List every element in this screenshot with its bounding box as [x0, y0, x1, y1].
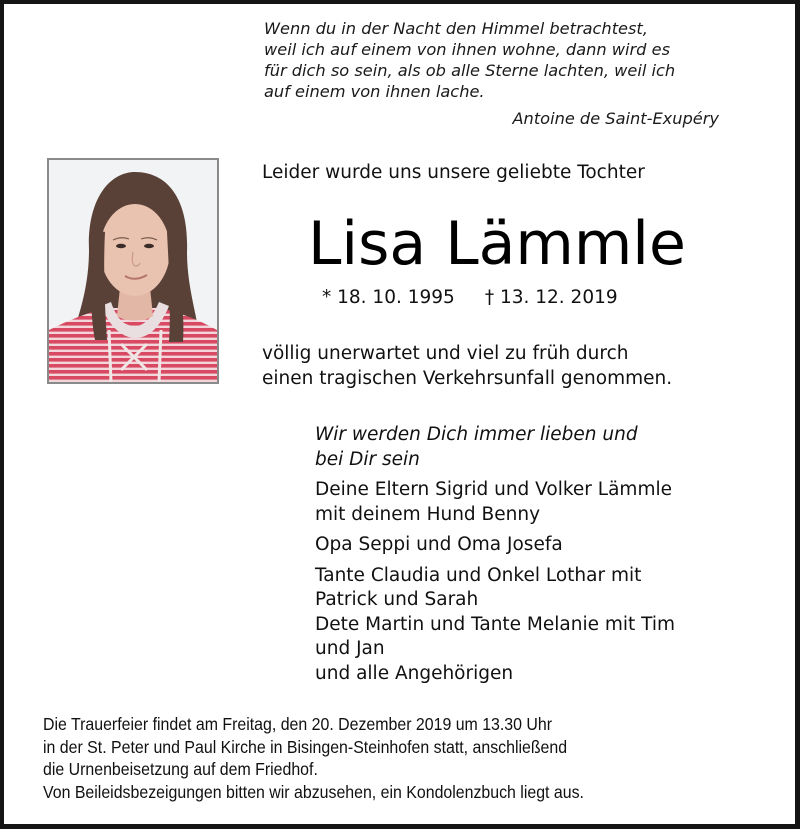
- mourner-group-relatives: [315, 564, 675, 687]
- notice-line: die Urnenbeisetzung auf dem Friedhof.: [43, 759, 318, 779]
- mourner-line: mit deinem Hund Benny: [315, 503, 541, 525]
- birth-date: * 18. 10. 1995: [322, 287, 455, 308]
- circumstance-line: völlig unerwartet und viel zu früh durch: [262, 343, 629, 364]
- quote-author: Antoine de Saint-Exupéry: [512, 109, 719, 128]
- funeral-notice: [43, 713, 584, 803]
- quote-line: Wenn du in der Nacht den Himmel betrachtest,: [264, 19, 648, 38]
- motto-line: Wir werden Dich immer lieben und: [315, 424, 638, 445]
- mourner-line: und Jan: [315, 638, 385, 659]
- mourner-group-grandparents: [315, 533, 675, 558]
- quote-line: weil ich auf einem von ihnen wohne, dann wird es: [264, 40, 670, 59]
- deceased-name: Lisa Lämmle: [308, 209, 686, 279]
- life-dates: [322, 286, 618, 310]
- notice-line: Die Trauerfeier findet am Freitag, den 20. Dezember 2019 um 13.30 Uhr: [43, 714, 553, 734]
- quote-line: für dich so sein, als ob alle Sterne lachten, weil ich: [264, 61, 676, 80]
- obituary-card: [4, 4, 795, 824]
- mourner-group-parents: [315, 478, 675, 527]
- mourner-line: und alle Angehörigen: [315, 662, 514, 684]
- motto: [315, 423, 675, 472]
- mourner-line: Tante Claudia und Onkel Lothar mit: [315, 564, 642, 586]
- portrait-image: [49, 160, 217, 382]
- motto-line: bei Dir sein: [315, 448, 420, 470]
- notice-line: in der St. Peter und Paul Kirche in Bisingen-Steinhofen statt, anschließend: [43, 736, 568, 757]
- mourner-line: Patrick und Sarah: [315, 589, 479, 610]
- notice-line: Von Beileidsbezeigungen bitten wir abzusehen, ein Kondolenzbuch liegt aus.: [43, 781, 584, 802]
- quote-line: auf einem von ihnen lache.: [264, 82, 485, 101]
- intro-text: Leider wurde uns unsere geliebte Tochter: [262, 162, 645, 183]
- mourners-block: [315, 423, 675, 686]
- portrait-photo: [47, 158, 219, 384]
- mourner-line: Dete Martin und Tante Melanie mit Tim: [315, 613, 676, 635]
- mourner-line: Opa Seppi und Oma Josefa: [315, 534, 563, 555]
- death-date: † 13. 12. 2019: [484, 287, 618, 308]
- circumstance-line: einen tragischen Verkehrsunfall genommen.: [262, 368, 673, 389]
- circumstance-text: [262, 341, 672, 391]
- mourner-line: Deine Eltern Sigrid und Volker Lämmle: [315, 479, 672, 500]
- epigraph-quote: [264, 18, 675, 102]
